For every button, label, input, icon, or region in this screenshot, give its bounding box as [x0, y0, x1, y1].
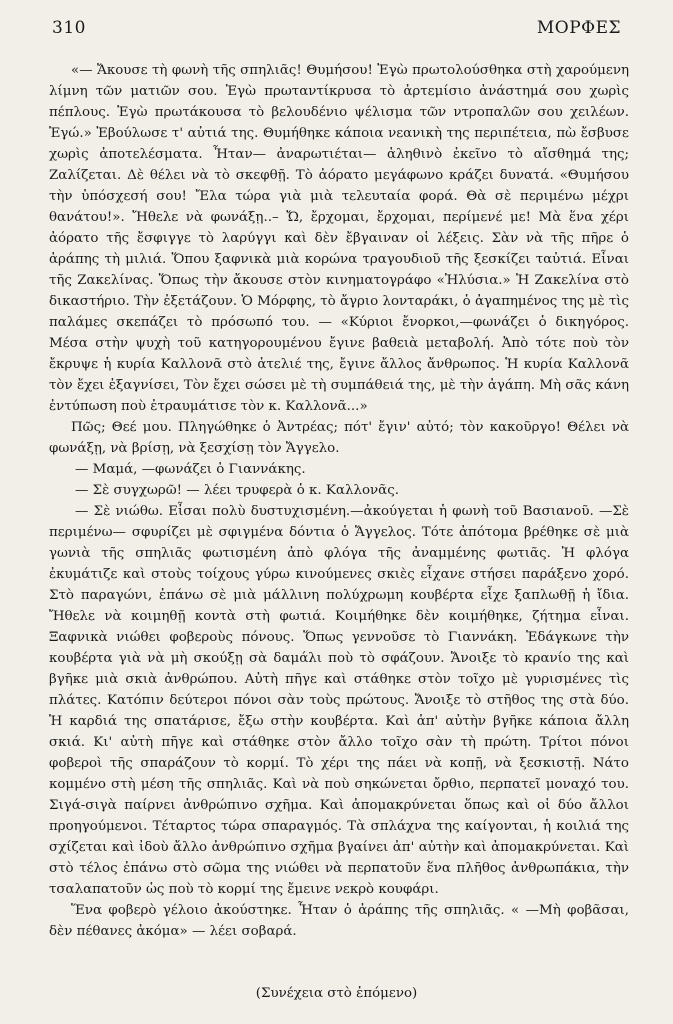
running-title: ΜΟΡΦΕΣ [536, 18, 621, 38]
dialogue-line: — Σὲ συγχωρῶ! — λέει τρυφερὰ ὁ κ. Καλλονᾶς. [75, 483, 399, 498]
page-number: 310 [52, 18, 86, 38]
paragraph: Πῶς; Θεέ μου. Πληγώθηκε ὁ Ἀντρέας; πότ' ἔγιν' αὐτό; τὸν κακοῦργο! Θέλει νὰ φωνάξῃ, νὰ βρίσῃ, νὰ ξεσχίσῃ τὸν Ἄγγελο. [49, 420, 629, 456]
body-text [49, 60, 629, 942]
paragraph: — Σὲ νιώθω. Εἶσαι πολὺ δυστυχισμένη.—ἀκούγεται ἡ φωνὴ τοῦ Βασιανοῦ. —Σὲ περιμένω— σφυρίζει μὲ σφιγμένα δόντια ὁ Ἄγγελος. Τότε ἀπότομα βρέθηκε σὲ μιὰ γωνιὰ τῆς σπηλιᾶς φωτισμένη ἀπὸ φλόγα τῆς ἀναμμένης φωτιᾶς. Ἡ φλόγα ἐκυμάτιζε καὶ στοὺς τοίχους γύρω κινούμενες σκιὲς εἶχανε στήσει παράξενο χορό. Στὸ παραγώνι, ἐπάνω σὲ μιὰ μάλλινη πολύχρωμη κουβέρτα εἶχε ξαπλωθῇ ἡ ἴδια. Ἤθελε νὰ κοιμηθῇ κοντὰ στὴ φωτιά. Κοιμήθηκε δὲν κοιμήθηκε, ζήτημα εἶναι. Ξαφνικὰ νιώθει φοβεροὺς πόνους. Ὅπως γεννοῦσε τὸ Γιαννάκη. Ἐδάγκωνε τὴν κουβέρτα γιὰ νὰ μὴ σκούξῃ σὰ δαμάλι ποὺ τὸ σφάζουν. Ἄνοιξε τὸ κρανίο της καὶ βγῆκε μιὰ σκιὰ ἀνθρώπου. Αὐτὴ πῆγε καὶ στάθηκε στὸν τοῖχο μὲ γυρισμένες τὶς πλάτες. Κατόπιν δεύτεροι πόνοι σὰν τοὺς πρώτους. Ἄνοιξε τὸ στῆθος της στὰ δύο. Ἡ καρδιά της σπατάρισε, ἔξω στὴν κουβέρτα. Καὶ ἀπ' αὐτὴν βγῆκε κάποια ἄλλη σκιά. Κι' αὐτὴ πῆγε καὶ στάθηκε στὸν ἄλλο τοῖχο σὰν τὴ πρώτη. Τρίτοι πόνοι φοβεροὶ τῆς σπαράζουν τὸ κορμί. Τὸ χέρι της πάει νὰ κοπῇ, νὰ ξεσκιστῇ. Νάτο κομμένο στὴ μέση τῆς σπηλιᾶς. Καὶ νὰ ποὺ σηκώνεται ὄρθιο, περπατεῖ μοναχό του. Σιγά-σιγὰ παίρνει ἀνθρώπινο σχῆμα. Καὶ ἀπομακρύνεται ὅπως καὶ οἱ δύο ἄλλοι προηγούμενοι. Τέταρτος τώρα σπαραγμός. Τὰ σπλάχνα της καίγονται, ἡ κοιλιά της σχίζεται καὶ ἰδοὺ ἄλλο ἀνθρώπινο σχῆμα βγαίνει ἀπ' αὐτὴν καὶ ἀπομακρύνεται. Καὶ στὸ τέλος ἐπάνω στὸ σῶμα της νιώθει νὰ περπατοῦν ἕνα πλῆθος ἀνθρωπάκια, τὴν τσαλαπατοῦν ὡς ποὺ τὸ κορμί της ἔμεινε νεκρὸ κουφάρι. [49, 504, 629, 897]
page-header [52, 18, 621, 42]
paragraph: Ἕνα φοβερὸ γέλοιο ἀκούστηκε. Ἦταν ὁ ἀράπης τῆς σπηλιᾶς. « —Μὴ φοβᾶσαι, δὲν πέθανες ἀκόμα» — λέει σοβαρά. [49, 903, 629, 939]
continued-note: (Συνέχεια στὸ ἑπόμενο) [255, 986, 418, 1001]
dialogue-line: — Μαμά, —φωνάζει ὁ Γιαννάκης. [75, 462, 306, 477]
paragraph: «— Ἄκουσε τὴ φωνὴ τῆς σπηλιᾶς! Θυμήσου! Ἐγὼ πρωτολούσθηκα στὴ χαρούμενη λίμνη τῶν ματιῶν σου. Ἐγὼ πρωταντίκρυσα τὸ ἀρτεμίσιο ἀνάστημά σου χωρὶς πέπλους. Ἐγὼ πρωτάκουσα τὸ βελουδένιο ψέλισμα τῶν ντροπαλῶν σου χειλέων. Ἐγώ.» Ἐβούλωσε τ' αὐτιά της. Θυμήθηκε κάποια νεανικὴ της περιπέτεια, πὼ ἔσβυσε χωρὶς ἀποτελέσματα. Ἦταν— ἀναρωτιέται— ἀληθινὸ ἐκεῖνο τὸ αἴσθημά της; Ζαλίζεται. Δὲ θέλει νὰ τὸ σκεφθῇ. Τὸ ἀόρατο μεγάφωνο κράζει δυνατά. «Θυμήσου τὴν ὑπόσχεσή σου! Ἔλα τώρα γιὰ μιὰ τελευταία φορά. Θὰ σὲ περιμένω μέχρι θανάτου!». Ἤθελε νὰ φωνάξῃ..– Ὤ, ἔρχομαι, ἔρχομαι, περίμενέ με! Μὰ ἕνα χέρι ἀόρατο τῆς ἔσφιγγε τὸ λαρύγγι καὶ δὲν ἔβγαιναν οἱ λέξεις. Σὰν νὰ τῆς πῆρε ὁ ἀράπης τὴ μιλιά. Ὅπου ξαφνικὰ μιὰ κορώνα τραγουδιοῦ τῆς ξεσκίζει ταὐτιά. Εἶναι τῆς Ζακελίνας. Ὅπως τὴν ἄκουσε στὸν κινηματογράφο «Ἠλύσια.» Ἡ Ζακελίνα στὸ δικαστήριο. Τὴν ἐξετάζουν. Ὁ Μόρφης, τὸ ἄγριο λονταράκι, ὁ ἀγαπημένος της μὲ τὶς παλάμες σκεπάζει τὸ πρόσωπό του. — «Κύριοι ἔνορκοι,—φωνάζει ὁ δικηγόρος. Μέσα στὴν ψυχὴ τοῦ κατηγορουμένου ἔγινε βαθειὰ μεταβολή. Ἀπὸ τότε ποὺ τὸν ἔκρυψε ἡ κυρία Καλλονᾶ στὸ ἀτελιέ της, ἔγινε ἄλλος ἄνθρωπος. Ἡ κυρία Καλλονᾶ τὸν ἔχει ἐξαγνίσει, Τὸν ἔχει σώσει μὲ τὴ συμπάθειά της, μὲ τὴν ἀγάπη. Μὴ σᾶς κάνη ἐντύπωση ποὺ ἐτραυμάτισε τὸν κ. Καλλονᾶ...» [49, 63, 629, 414]
